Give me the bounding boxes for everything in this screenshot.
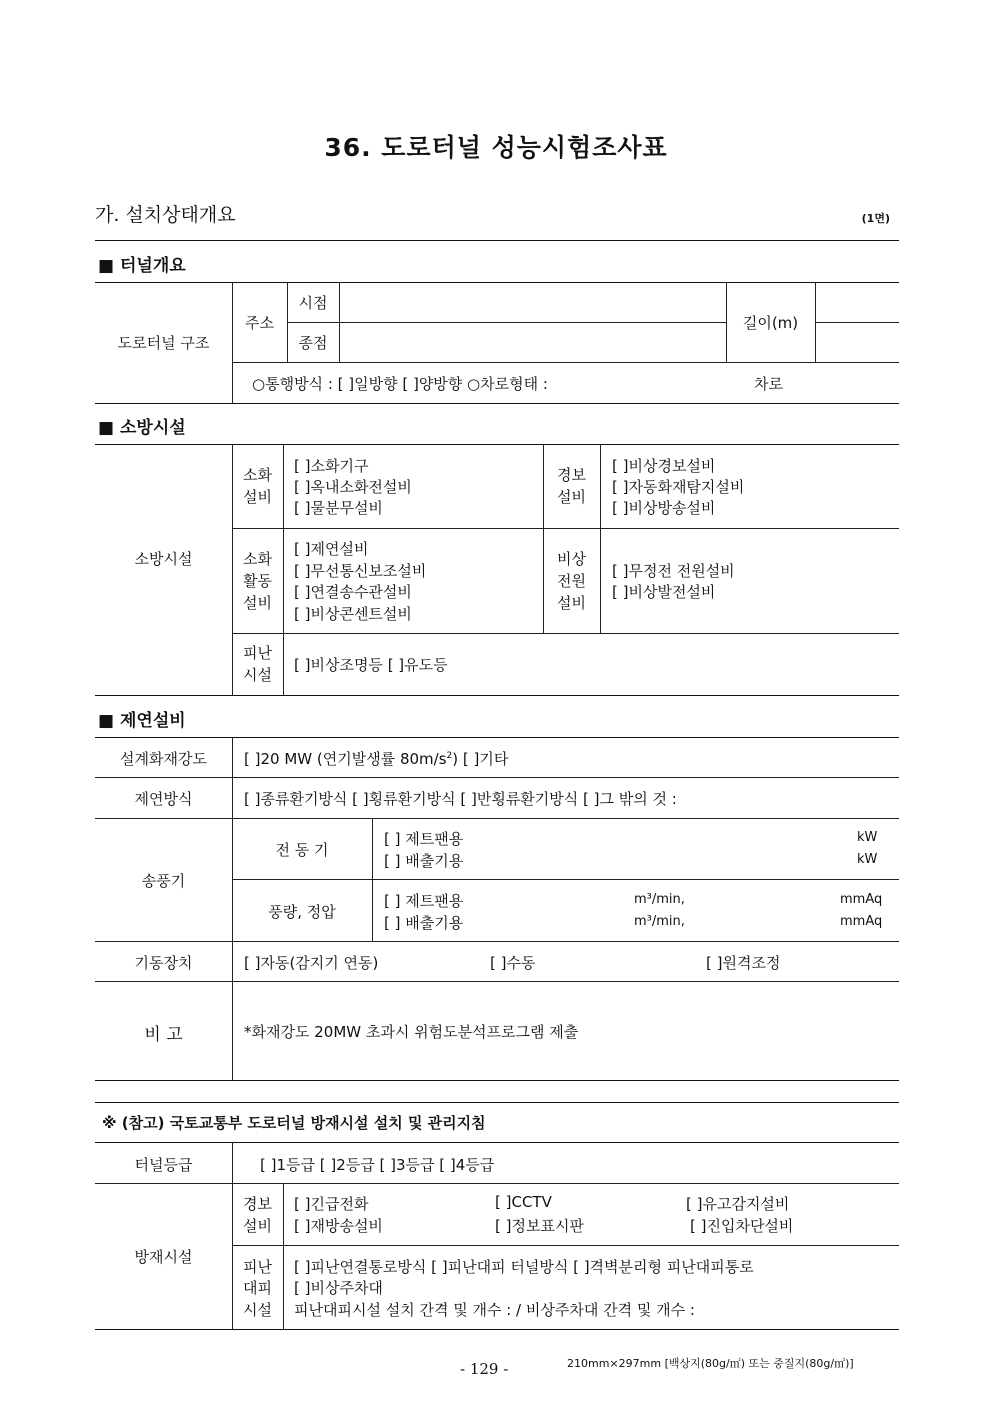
divider <box>283 1183 284 1329</box>
section-subtitle: 가. 설치상태개요 <box>95 204 236 226</box>
evacuation-label: 시설 <box>243 1301 272 1319</box>
checkbox-item[interactable]: [ ]정보표시판 <box>495 1217 584 1235</box>
checkbox-item[interactable]: [ ]소화기구 <box>294 457 369 475</box>
divider <box>232 879 899 880</box>
address-label: 주소 <box>245 314 274 332</box>
power-label: 비상 <box>557 550 586 568</box>
checkbox-item[interactable]: [ ]비상콘센트설비 <box>294 605 412 623</box>
evacuation-label: 시설 <box>243 666 272 684</box>
paper-spec: 210mm×297mm [백상지(80g/㎡) 또는 중질지(80g/㎡)] <box>567 1357 854 1370</box>
checkbox-item[interactable]: [ ]재방송설비 <box>294 1217 383 1235</box>
divider <box>287 322 726 323</box>
divider <box>95 1329 899 1330</box>
fire-heading: ■ 소방시설 <box>98 418 186 438</box>
divider <box>95 981 899 982</box>
alarm-label: 경보 <box>243 1195 272 1213</box>
divider <box>95 240 899 241</box>
fire-facility-label: 소방시설 <box>134 550 193 568</box>
motor-label: 전 동 기 <box>275 841 329 859</box>
design-fire-label: 설계화재강도 <box>120 750 207 768</box>
checkbox-item[interactable]: [ ] 배출기용 <box>384 914 464 932</box>
lane-suffix: 차로 <box>754 375 783 393</box>
checkbox-item[interactable]: [ ]비상주차대 <box>294 1279 383 1297</box>
divider <box>232 528 899 529</box>
fan-label: 송풍기 <box>141 872 186 890</box>
divider <box>95 818 899 819</box>
divider <box>95 1183 899 1184</box>
checkbox-item[interactable]: [ ]물분무설비 <box>294 499 383 517</box>
checkbox-item[interactable]: [ ] 제트팬용 <box>384 892 464 910</box>
checkbox-item[interactable]: [ ]비상조명등 [ ]유도등 <box>294 656 448 674</box>
tunnel-grade-label: 터널등급 <box>134 1156 193 1174</box>
flow-label: 풍량, 정압 <box>268 903 336 921</box>
unit-kw: kW <box>857 830 878 845</box>
checkbox-item[interactable]: [ ]CCTV <box>495 1193 552 1211</box>
alarm-label: 경보 <box>557 466 586 484</box>
checkbox-item[interactable]: [ ]유고감지설비 <box>686 1195 790 1213</box>
divider <box>95 1142 899 1143</box>
checkbox-item[interactable]: [ ]무선통신보조설비 <box>294 562 427 580</box>
end-point-label: 종점 <box>298 334 328 352</box>
divider <box>95 1102 899 1103</box>
activity-label: 설비 <box>243 594 272 612</box>
checkbox-item[interactable]: [ ]자동(감지기 연동) <box>244 954 379 972</box>
tunnel-structure-label: 도로터널 구조 <box>117 334 210 352</box>
page-number: - 129 - <box>460 1360 509 1378</box>
checkbox-item[interactable]: [ ]피난연결통로방식 [ ]피난대피 터널방식 [ ]격벽분리형 피난대피통로 <box>294 1258 754 1276</box>
divider <box>815 322 899 323</box>
start-device-label: 기동장치 <box>134 954 193 972</box>
evacuation-label: 피난 <box>243 1258 272 1276</box>
checkbox-item[interactable]: [ ]제연설비 <box>294 540 369 558</box>
power-label: 설비 <box>557 594 586 612</box>
unit-pressure: mmAq <box>840 914 883 929</box>
reference-heading: ※ (참고) 국토교통부 도로터널 방재시설 설치 및 관리지침 <box>102 1114 486 1132</box>
page-title: 36. 도로터널 성능시험조사표 <box>324 133 668 162</box>
evacuation-label: 피난 <box>243 644 272 662</box>
checkbox-item[interactable]: [ ]옥내소화전설비 <box>294 478 412 496</box>
divider <box>95 941 899 942</box>
checkbox-item[interactable]: [ ]비상경보설비 <box>612 457 716 475</box>
checkbox-item[interactable]: [ ]연결송수관설비 <box>294 583 412 601</box>
divider <box>232 1245 899 1246</box>
divider <box>95 1080 899 1081</box>
smoke-heading: ■ 제연설비 <box>98 711 186 731</box>
checkbox-item[interactable]: [ ]긴급전화 <box>294 1195 369 1213</box>
unit-flow: m³/min, <box>634 914 685 929</box>
evacuation-label: 대피 <box>243 1279 272 1297</box>
checkbox-item[interactable]: [ ]진입차단설비 <box>690 1217 794 1235</box>
tunnel-heading: ■ 터널개요 <box>98 256 186 276</box>
checkbox-item[interactable]: [ ] 제트팬용 <box>384 830 464 848</box>
page-label: (1면) <box>861 212 890 225</box>
remark-value: *화재강도 20MW 초과시 위험도분석프로그램 제출 <box>244 1023 579 1041</box>
activity-label: 활동 <box>243 572 272 590</box>
traffic-type-options[interactable]: ○통행방식 : [ ]일방향 [ ]양방향 ○차로형태 : <box>252 375 548 393</box>
length-label: 길이(m) <box>742 314 799 332</box>
divider <box>95 695 899 696</box>
disaster-facility-label: 방재시설 <box>134 1248 193 1266</box>
remark-label: 비 고 <box>144 1025 183 1045</box>
start-point-label: 시점 <box>298 294 328 312</box>
activity-label: 소화 <box>243 550 272 568</box>
smoke-method-options[interactable]: [ ]종류환기방식 [ ]횡류환기방식 [ ]반횡류환기방식 [ ]그 밖의 것 : <box>244 790 677 808</box>
smoke-method-label: 제연방식 <box>134 790 193 808</box>
divider <box>95 282 899 283</box>
divider <box>95 737 899 738</box>
extinguish-label: 소화 <box>243 466 272 484</box>
divider <box>232 362 899 363</box>
checkbox-item[interactable]: [ ] 배출기용 <box>384 852 464 870</box>
checkbox-item[interactable]: [ ]비상방송설비 <box>612 499 716 517</box>
divider <box>600 444 601 633</box>
tunnel-grade-options[interactable]: [ ]1등급 [ ]2등급 [ ]3등급 [ ]4등급 <box>260 1156 495 1174</box>
divider <box>95 777 899 778</box>
unit-pressure: mmAq <box>840 892 883 907</box>
evac-interval-line: 피난대피시설 설치 간격 및 개수 : / 비상주차대 간격 및 개수 : <box>294 1301 695 1319</box>
unit-kw: kW <box>857 852 878 867</box>
power-label: 전원 <box>557 572 586 590</box>
extinguish-label: 설비 <box>243 488 272 506</box>
checkbox-item[interactable]: [ ]무정전 전원설비 <box>612 562 735 580</box>
checkbox-item[interactable]: [ ]원격조정 <box>706 954 781 972</box>
divider <box>95 444 899 445</box>
checkbox-item[interactable]: [ ]비상발전설비 <box>612 583 716 601</box>
checkbox-item[interactable]: [ ]수동 <box>490 954 536 972</box>
alarm-label: 설비 <box>243 1217 272 1235</box>
divider <box>283 444 284 695</box>
divider <box>95 403 899 404</box>
divider <box>232 633 899 634</box>
alarm-label: 설비 <box>557 488 586 506</box>
design-fire-options[interactable]: [ ]20 MW (연기발생률 $80m/s^2$) [ ]기타 <box>244 750 509 768</box>
unit-flow: m³/min, <box>634 892 685 907</box>
divider <box>232 282 233 403</box>
checkbox-item[interactable]: [ ]자동화재탐지설비 <box>612 478 745 496</box>
